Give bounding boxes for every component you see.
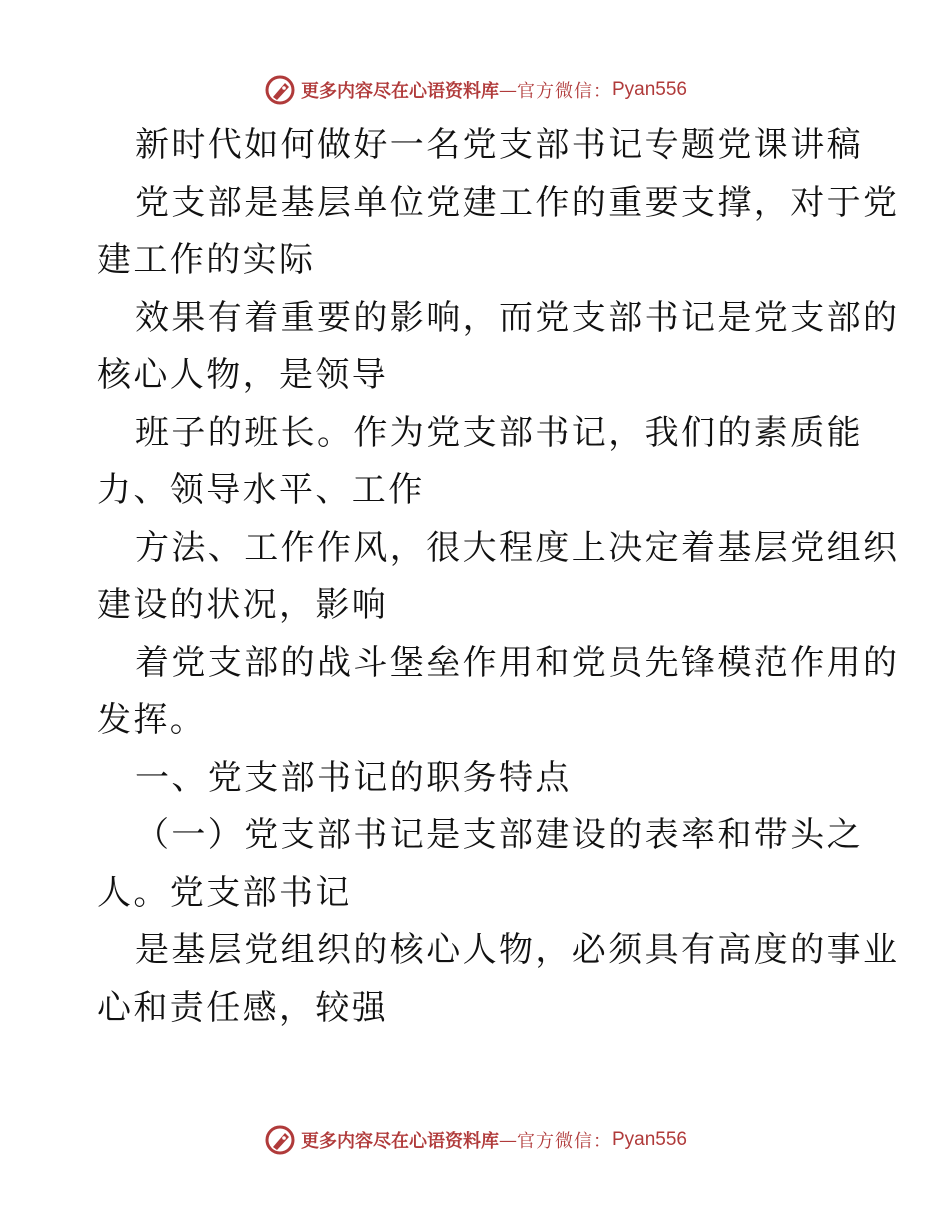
- subsection-heading: （一）党支部书记是支部建设的表率和带头之: [135, 815, 863, 855]
- text-line: 力、领导水平、工作: [97, 470, 425, 510]
- document-body: [97, 117, 900, 1037]
- text-line: 发挥。: [97, 700, 207, 740]
- text-line: 班子的班长。作为党支部书记，我们的素质能: [135, 412, 863, 453]
- text-line: 建设的状况，影响: [97, 585, 389, 625]
- text-line: 建工作的实际: [97, 240, 316, 280]
- text-line: 党支部是基层单位党建工作的重要支撑，对于党: [135, 182, 900, 223]
- banner-brand: 更多内容尽在心语资料库: [300, 1131, 499, 1152]
- document-title: 新时代如何做好一名党支部书记专题党课讲稿: [135, 125, 863, 165]
- banner-brand: 更多内容尽在心语资料库: [300, 81, 499, 102]
- text-line: 是基层党组织的核心人物，必须具有高度的事业: [135, 930, 900, 970]
- text-line: 人。党支部书记: [97, 872, 352, 913]
- text-line: 心和责任感，较强: [97, 987, 389, 1028]
- pen-nib-logo-icon: [263, 1123, 297, 1157]
- banner-wechat-label: 官方微信：: [516, 1131, 612, 1152]
- text-line: 方法、工作作风，很大程度上决定着基层党组织: [135, 527, 900, 568]
- pen-nib-logo-icon: [263, 73, 297, 107]
- banner-separator: —: [498, 1129, 517, 1151]
- banner-wechat-label: 官方微信：: [516, 81, 612, 102]
- text-line: 核心人物，是领导: [97, 355, 389, 395]
- text-line: 着党支部的战斗堡垒作用和党员先锋模范作用的: [135, 642, 900, 683]
- banner-wechat-id: Pyan556: [611, 79, 687, 100]
- header-banner: [0, 70, 950, 110]
- footer-banner: [0, 1120, 950, 1160]
- banner-separator: —: [498, 79, 517, 101]
- banner-wechat-id: Pyan556: [611, 1129, 687, 1150]
- text-line: 效果有着重要的影响，而党支部书记是党支部的: [135, 297, 900, 338]
- section-heading: 一、党支部书记的职务特点: [135, 757, 572, 798]
